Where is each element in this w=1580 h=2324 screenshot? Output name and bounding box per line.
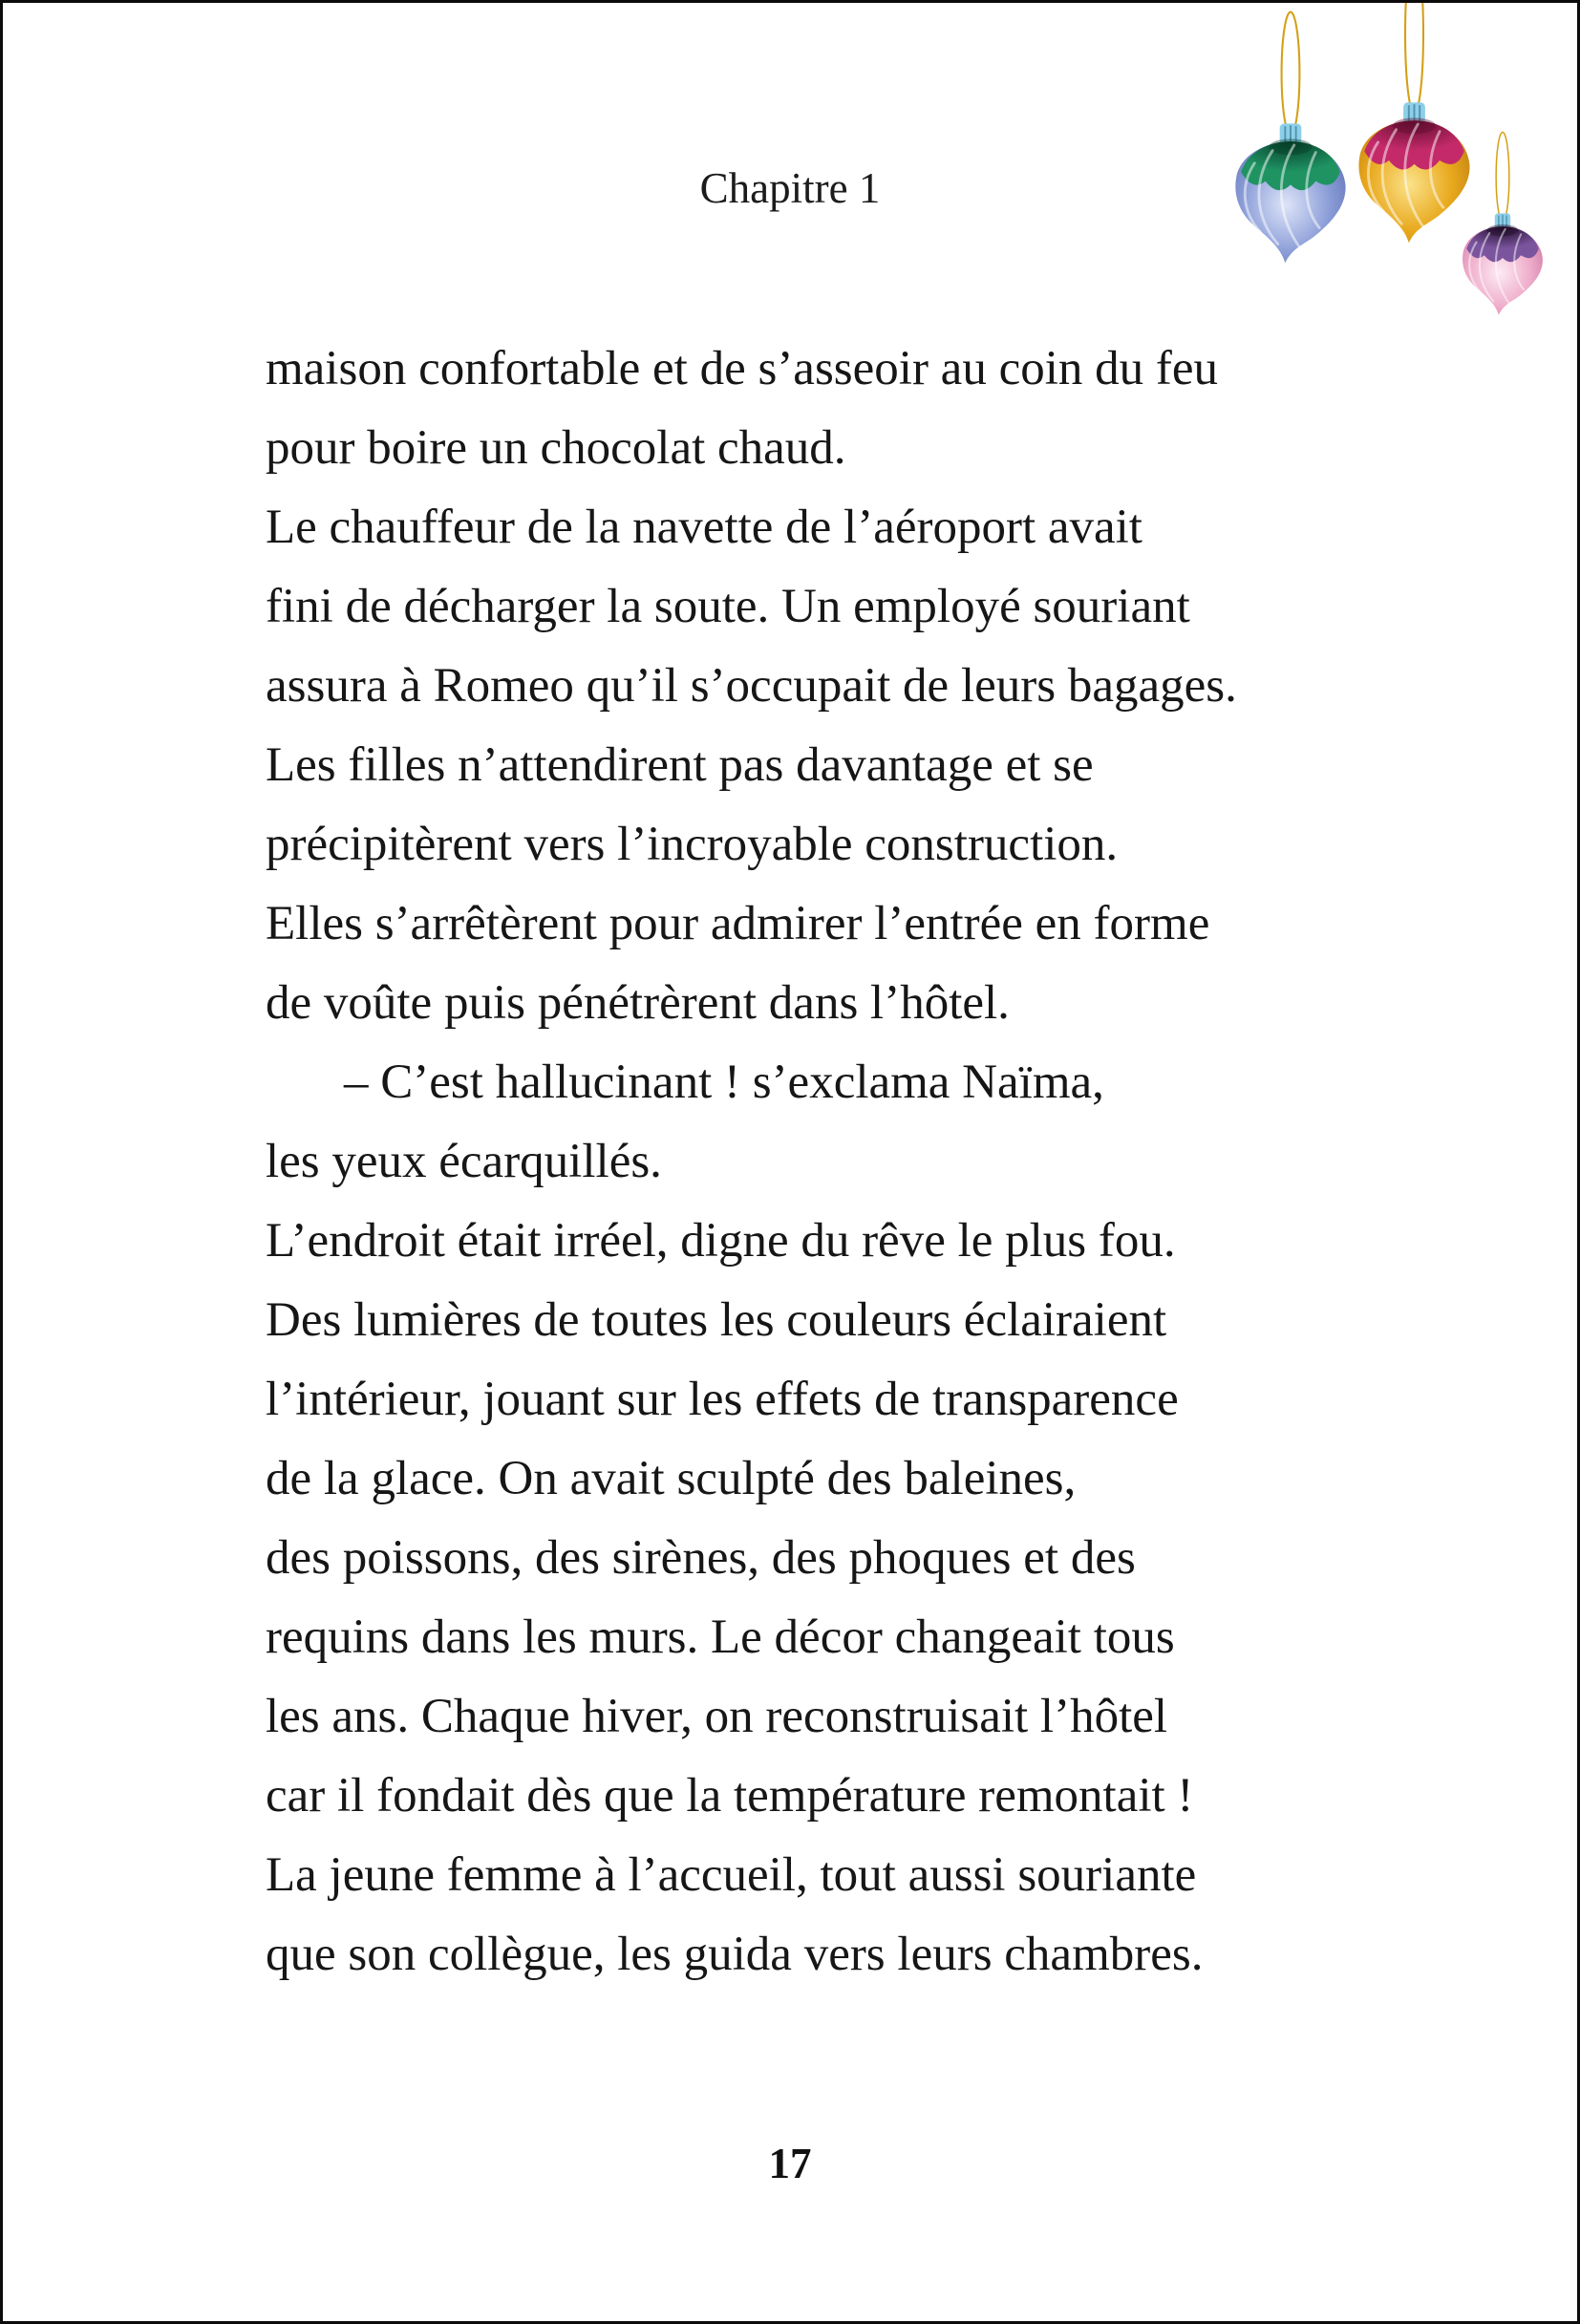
text-line: La jeune femme à l’accueil, tout aussi souriante	[266, 1848, 1197, 1902]
gold-string-icon	[1282, 12, 1300, 135]
text-line: les ans. Chaque hiver, on reconstruisait l’hôtel	[266, 1690, 1168, 1743]
text-line: Le chauffeur de la navette de l’aéroport avait	[266, 501, 1142, 554]
text-line: l’intérieur, jouant sur les effets de transparence	[266, 1373, 1179, 1426]
text-line: maison confortable et de s’asseoir au coin du feu	[266, 342, 1218, 395]
text-line: L’endroit était irréel, digne du rêve le plus fou.	[266, 1214, 1176, 1268]
text-line: pour boire un chocolat chaud.	[266, 421, 846, 475]
blue-bauble-illustration	[1228, 5, 1354, 267]
text-line: que son collègue, les guida vers leurs chambres.	[266, 1928, 1204, 1981]
text-line: les yeux écarquillés.	[266, 1135, 662, 1188]
text-line: des poissons, des sirènes, des phoques et des	[266, 1531, 1136, 1585]
body-text	[266, 330, 1237, 1994]
gold-string-icon	[1405, 0, 1423, 114]
pink-bauble-illustration	[1457, 126, 1548, 319]
text-line: requins dans les murs. Le décor changeait tous	[266, 1610, 1175, 1664]
text-line: Des lumières de toutes les couleurs éclairaient	[266, 1293, 1167, 1347]
text-line: fini de décharger la soute. Un employé souriant	[266, 580, 1190, 633]
chapter-header: Chapitre 1	[699, 164, 881, 212]
text-line: Elles s’arrêtèrent pour admirer l’entrée en forme	[266, 897, 1210, 950]
text-line: de la glace. On avait sculpté des baleines,	[266, 1452, 1077, 1505]
text-line: car il fondait dès que la température remontait !	[266, 1769, 1194, 1823]
page-number: 17	[768, 2140, 812, 2187]
text-line: Les filles n’attendirent pas davantage et se	[266, 738, 1094, 792]
text-line-dialogue: – C’est hallucinant ! s’exclama Naïma,	[344, 1055, 1104, 1109]
text-line: assura à Romeo qu’il s’occupait de leurs bagages.	[266, 659, 1237, 713]
gold-string-icon	[1496, 132, 1509, 221]
text-line: précipitèrent vers l’incroyable construction.	[266, 818, 1119, 871]
text-line: de voûte puis pénétrèrent dans l’hôtel.	[266, 976, 1010, 1030]
